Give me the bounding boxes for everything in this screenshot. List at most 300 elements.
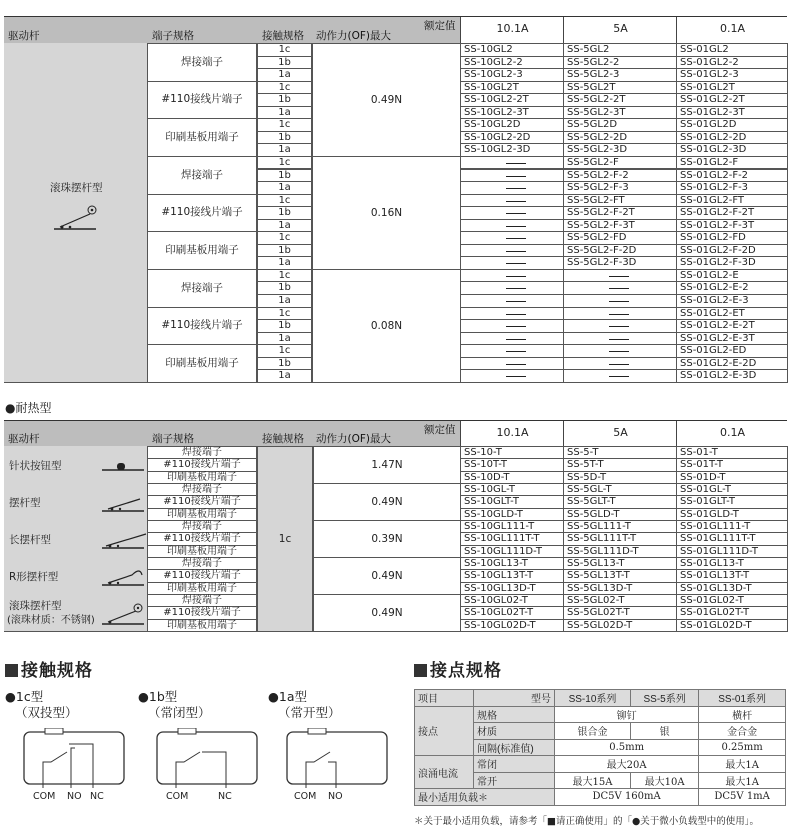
model-number: SS-5GL2T [563,81,677,95]
model-number: SS-01-T [676,446,788,459]
terminal-type: 印刷基板用端子 [147,619,257,632]
terminal-label: COM [166,791,189,802]
model-number: SS-10GL2-2T [460,93,564,107]
force-value: 1.47N [313,446,461,484]
terminal-type: 印刷基板用端子 [147,231,257,270]
contact-type: 1a [257,332,312,346]
actuator-cell [4,557,148,595]
model-number: SS-5GLT-T [563,495,677,508]
model-number: SS-01GL2T [676,81,788,95]
model-number: SS-10GL2-3 [460,68,564,82]
model-number: SS-5GL02-T [563,594,677,607]
dash-mark [506,376,526,377]
model-number: SS-01GL2-3D [676,143,788,157]
model-number: SS-10GL02-T [460,594,564,607]
terminal-type: #110接线片端子 [147,81,257,120]
dash-mark [609,326,629,327]
model-number: SS-5GL2-F-3D [563,256,677,270]
value-nc-01: 最大1A [699,756,786,773]
model-number: SS-10GLD-T [460,508,564,521]
model-cell [563,357,677,371]
head-ss5: SS-5系列 [631,690,699,707]
model-number: SS-5GLD-T [563,508,677,521]
table1-header [4,16,787,45]
model-number: SS-01GL13D-T [676,582,788,595]
model-cell [563,344,677,358]
model-number: SS-10GL2-2D [460,131,564,145]
value-minload: DC5V 160mA [555,789,699,806]
model-number: SS-5T-T [563,458,677,471]
dash-mark [506,288,526,289]
header-actuator: 驱动杆 [8,30,40,42]
header-force: 动作力(OF)最大 [316,30,391,42]
model-number: SS-5D-T [563,471,677,484]
terminal-type: 焊接端子 [147,483,257,496]
contact-type: 1a [257,256,312,270]
terminal-type: #110接线片端子 [147,532,257,545]
terminal-type: 焊接端子 [147,557,257,570]
actuator-cell [4,446,148,484]
model-number: SS-5GL2-FT [563,194,677,208]
contact-type: 1a [257,181,312,195]
model-number: SS-01GL2-FD [676,231,788,245]
model-number: SS-01GL2-ET [676,307,788,321]
model-number: SS-01GL2-ED [676,344,788,358]
dash-mark [506,364,526,365]
model-cell [460,156,564,170]
header-terminal: 端子规格 [152,30,194,42]
model-number: SS-5GL13D-T [563,582,677,595]
label-gap: 间隔(标准值) [474,739,555,756]
dash-mark [609,314,629,315]
dash-mark [506,213,526,214]
actuator-cell [4,520,148,558]
contact-type: 1c [257,307,312,321]
contact-diagram-icon [23,728,133,788]
model-number: SS-01D-T [676,471,788,484]
terminal-type: #110接线片端子 [147,307,257,346]
model-number: SS-5GL-T [563,483,677,496]
dash-mark [506,176,526,177]
terminal-type: #110接线片端子 [147,458,257,471]
actuator-material: (滚珠材质：不锈钢) [7,614,95,626]
contact-type-name: ●1b型 [138,689,178,704]
contact-type: 1b [257,244,312,258]
contact-type: 1b [257,131,312,145]
model-number: SS-5GL2 [563,43,677,57]
terminal-type: 印刷基板用端子 [147,545,257,558]
head-ss01: SS-01系列 [699,690,786,707]
header-terminal: 端子规格 [152,433,194,445]
model-number: SS-5GL2-F [563,156,677,170]
head-item: 项目 [415,690,474,707]
contact-type-name: ●1c型 [5,689,44,704]
dash-mark [506,251,526,252]
header-rating-a10: 10.1A [460,421,564,447]
model-cell [460,344,564,358]
model-cell [460,169,564,183]
contact-type: 1a [257,106,312,120]
force-value: 0.49N [313,557,461,595]
model-number: SS-01GL2 [676,43,788,57]
value-gap: 0.5mm [555,739,699,756]
contact-type: 1a [257,68,312,82]
contact-type-desc: （双投型） [15,705,78,720]
terminal-type: 印刷基板用端子 [147,344,257,383]
footnote: ＊关于最小适用负载，请参考「■请正确使用」的「●关于微小负载型中的使用」。 [414,816,760,827]
model-number: SS-01GL2-E-3 [676,294,788,308]
model-number: SS-10GL111-T [460,520,564,533]
contact-type: 1c [257,231,312,245]
model-number: SS-01GL2-F-3 [676,181,788,195]
force-value: 0.49N [312,43,461,157]
header-rated: 额定值 [424,424,456,436]
model-number: SS-5GL2-F-2D [563,244,677,258]
contact-type: 1c [257,446,313,632]
model-cell [460,194,564,208]
model-number: SS-10GL02D-T [460,619,564,632]
model-number: SS-01GL2-FT [676,194,788,208]
model-cell [460,369,564,383]
contact-type: 1b [257,169,312,183]
actuator-name: 长摆杆型 [9,533,51,546]
model-number: SS-10GL2-2 [460,56,564,70]
header-contact: 接触规格 [262,30,304,42]
model-number: SS-5GL111T-T [563,532,677,545]
model-number: SS-01GL2-F-2D [676,244,788,258]
model-number: SS-10D-T [460,471,564,484]
force-value: 0.16N [312,156,461,270]
dash-mark [506,326,526,327]
value-no-5: 最大10A [631,772,699,789]
model-cell [563,369,677,383]
dash-mark [506,226,526,227]
dash-mark [506,314,526,315]
model-number: SS-10-T [460,446,564,459]
terminal-type: #110接线片端子 [147,194,257,233]
head-ss10: SS-10系列 [555,690,631,707]
actuator-name: 滚珠摆杆型 [9,599,62,612]
model-cell [563,319,677,333]
model-number: SS-5GL111-T [563,520,677,533]
label-material: 材质 [474,723,555,740]
label-contact: 接点 [415,706,474,756]
actuator-cell [4,483,148,521]
model-number: SS-5GL2-2T [563,93,677,107]
lever-icon [100,528,150,554]
value-bar: 横杆 [699,706,786,723]
model-number: SS-5GL2-3 [563,68,677,82]
contact-type: 1b [257,319,312,333]
contact-type: 1a [257,369,312,383]
model-number: SS-01GL2-E-2D [676,357,788,371]
model-number: SS-10GL2D [460,118,564,132]
spec-row [415,789,786,806]
spec-row [415,690,786,707]
heat-resistant-title: ●耐热型 [5,401,52,415]
terminal-type: 焊接端子 [147,594,257,607]
dash-mark [609,301,629,302]
value-silver: 银 [631,723,699,740]
contact-type: 1c [257,156,312,170]
model-number: SS-5GL02T-T [563,606,677,619]
model-cell [460,244,564,258]
label-minload: 最小适用负载＊ [415,789,555,806]
point-spec-title: 接点规格 [414,656,502,681]
dash-mark [609,276,629,277]
contact-type: 1c [257,344,312,358]
contact-diagram-icon [156,728,266,788]
contact-type-desc: （常闭型） [148,705,211,720]
point-spec-table [414,689,786,806]
spec-row [415,706,786,723]
dash-mark [609,288,629,289]
model-number: SS-01GL2D [676,118,788,132]
terminal-type: #110接线片端子 [147,606,257,619]
terminal-label: NC [218,791,232,802]
header-actuator: 驱动杆 [8,433,40,445]
value-nc: 最大20A [555,756,699,773]
model-number: SS-01GL13-T [676,557,788,570]
contact-type: 1a [257,219,312,233]
terminal-type: #110接线片端子 [147,495,257,508]
contact-type: 1b [257,357,312,371]
terminal-type: 印刷基板用端子 [147,118,257,157]
model-number: SS-10T-T [460,458,564,471]
model-number: SS-5GL2-FD [563,231,677,245]
dash-mark [609,339,629,340]
terminal-type: 焊接端子 [147,446,257,459]
lever-icon [100,602,150,628]
model-cell [563,281,677,295]
model-number: SS-01GL111-T [676,520,788,533]
actuator-name: 针状按钮型 [9,460,62,472]
contact-type: 1c [257,118,312,132]
model-number: SS-10GLT-T [460,495,564,508]
value-no-10: 最大15A [555,772,631,789]
force-value: 0.08N [312,269,461,383]
lever-icon [100,565,150,591]
model-number: SS-01GL02D-T [676,619,788,632]
model-number: SS-10GL02T-T [460,606,564,619]
terminal-type: 焊接端子 [147,43,257,82]
model-number: SS-01GL2-E-3T [676,332,788,346]
contact-type: 1c [257,43,312,57]
model-cell [460,231,564,245]
contact-type: 1b [257,206,312,220]
model-cell [563,294,677,308]
lever-icon [100,454,150,480]
model-number: SS-01GL111D-T [676,545,788,558]
force-value: 0.39N [313,520,461,558]
model-number: SS-5GL13-T [563,557,677,570]
force-value: 0.49N [313,483,461,521]
model-cell [563,332,677,346]
model-number: SS-01GL2-E-3D [676,369,788,383]
model-cell [460,206,564,220]
model-number: SS-01T-T [676,458,788,471]
model-cell [563,307,677,321]
model-number: SS-01GLD-T [676,508,788,521]
model-number: SS-5-T [563,446,677,459]
model-number: SS-5GL2-3T [563,106,677,120]
model-number: SS-10GL13-T [460,557,564,570]
value-rivet: 铆钉 [555,706,699,723]
dash-mark [506,238,526,239]
header-rating-a01: 0.1A [676,17,788,44]
model-number: SS-01GL2-F-2 [676,169,788,183]
model-number: SS-10GL2T [460,81,564,95]
model-number: SS-01GL2-3T [676,106,788,120]
model-number: SS-10GL13T-T [460,569,564,582]
model-number: SS-01GL2-3 [676,68,788,82]
contact-type: 1a [257,294,312,308]
contact-diagram-icon [286,728,396,788]
header-rating-a5: 5A [563,421,677,447]
model-number: SS-01GL2-F-3D [676,256,788,270]
terminal-label: NC [90,791,104,802]
model-number: SS-5GL2-2 [563,56,677,70]
model-cell [460,357,564,371]
model-cell [460,307,564,321]
terminal-label: COM [294,791,317,802]
model-number: SS-5GL2-F-3 [563,181,677,195]
model-number: SS-10GL2 [460,43,564,57]
value-gap-01: 0.25mm [699,739,786,756]
model-cell [460,332,564,346]
header-force: 动作力(OF)最大 [316,433,391,445]
dash-mark [506,351,526,352]
model-number: SS-01GL2-E-2 [676,281,788,295]
model-number: SS-01GL2-2 [676,56,788,70]
model-number: SS-01GL2-F-2T [676,206,788,220]
spec-row [415,756,786,773]
model-number: SS-5GL02D-T [563,619,677,632]
dash-mark [506,301,526,302]
model-cell [460,294,564,308]
model-number: SS-10GL13D-T [460,582,564,595]
model-cell [460,319,564,333]
terminal-type: 印刷基板用端子 [147,582,257,595]
actuator-name: 滚珠摆杆型 [50,182,103,194]
model-number: SS-5GL2D [563,118,677,132]
dash-mark [506,339,526,340]
terminal-type: 焊接端子 [147,520,257,533]
terminal-label: COM [33,791,56,802]
actuator-name: R形摆杆型 [9,570,59,583]
value-minload-01: DC5V 1mA [699,789,786,806]
contact-type: 1b [257,56,312,70]
model-number: SS-10GL111D-T [460,545,564,558]
model-number: SS-5GL111D-T [563,545,677,558]
dash-mark [609,351,629,352]
header-rating-a5: 5A [563,17,677,44]
label-inrush: 浪涌电流 [415,756,474,789]
dash-mark [506,276,526,277]
model-number: SS-01GL2-2T [676,93,788,107]
model-number: SS-10GL111T-T [460,532,564,545]
model-number: SS-10GL2-3T [460,106,564,120]
dash-mark [609,364,629,365]
head-model: 型号 [474,690,555,707]
value-silver-alloy: 银合金 [555,723,631,740]
model-number: SS-5GL2-3D [563,143,677,157]
model-cell [460,269,564,283]
model-number: SS-01GL2-F [676,156,788,170]
terminal-label: NO [67,791,82,802]
terminal-type: 焊接端子 [147,156,257,195]
terminal-label: NO [328,791,343,802]
model-number: SS-01GL2-2D [676,131,788,145]
header-rating-a10: 10.1A [460,17,564,44]
contact-type: 1c [257,194,312,208]
contact-type: 1c [257,81,312,95]
value-no-01: 最大1A [699,772,786,789]
model-number: SS-5GL2-F-2T [563,206,677,220]
model-number: SS-01GL2-E-2T [676,319,788,333]
dash-mark [506,263,526,264]
terminal-type: 印刷基板用端子 [147,471,257,484]
label-nc: 常闭 [474,756,555,773]
model-number: SS-01GL13T-T [676,569,788,582]
label-spec: 规格 [474,706,555,723]
model-number: SS-5GL2-F-2 [563,169,677,183]
model-number: SS-10GL-T [460,483,564,496]
roller-lever-icon [52,202,102,232]
dash-mark [506,163,526,164]
contact-type: 1a [257,143,312,157]
value-gold-alloy: 金合金 [699,723,786,740]
contact-type-name: ●1a型 [268,689,308,704]
contact-type: 1b [257,93,312,107]
terminal-type: 印刷基板用端子 [147,508,257,521]
model-number: SS-5GL2-2D [563,131,677,145]
model-cell [460,256,564,270]
model-number: SS-01GL2-E [676,269,788,283]
model-number: SS-01GLT-T [676,495,788,508]
header-rating-a01: 0.1A [676,421,788,447]
model-number: SS-01GL02T-T [676,606,788,619]
lever-icon [100,491,150,517]
model-number: SS-01GL-T [676,483,788,496]
model-number: SS-01GL2-F-3T [676,219,788,233]
model-cell [460,281,564,295]
model-number: SS-01GL02-T [676,594,788,607]
model-cell [460,181,564,195]
model-cell [460,219,564,233]
dash-mark [506,201,526,202]
dash-mark [506,188,526,189]
dash-mark [609,376,629,377]
contact-type-desc: （常开型） [278,705,341,720]
contact-type: 1b [257,281,312,295]
model-number: SS-10GL2-3D [460,143,564,157]
terminal-type: #110接线片端子 [147,569,257,582]
model-number: SS-5GL13T-T [563,569,677,582]
terminal-type: 焊接端子 [147,269,257,308]
contact-type: 1c [257,269,312,283]
label-no: 常开 [474,772,555,789]
actuator-name: 摆杆型 [9,496,41,509]
table2-header [4,420,787,448]
header-contact: 接触规格 [262,433,304,445]
header-rated: 额定值 [424,20,456,32]
actuator-cell [4,594,148,632]
force-value: 0.49N [313,594,461,632]
contact-spec-title: 接触规格 [5,656,93,681]
model-number: SS-5GL2-F-3T [563,219,677,233]
model-number: SS-01GL111T-T [676,532,788,545]
